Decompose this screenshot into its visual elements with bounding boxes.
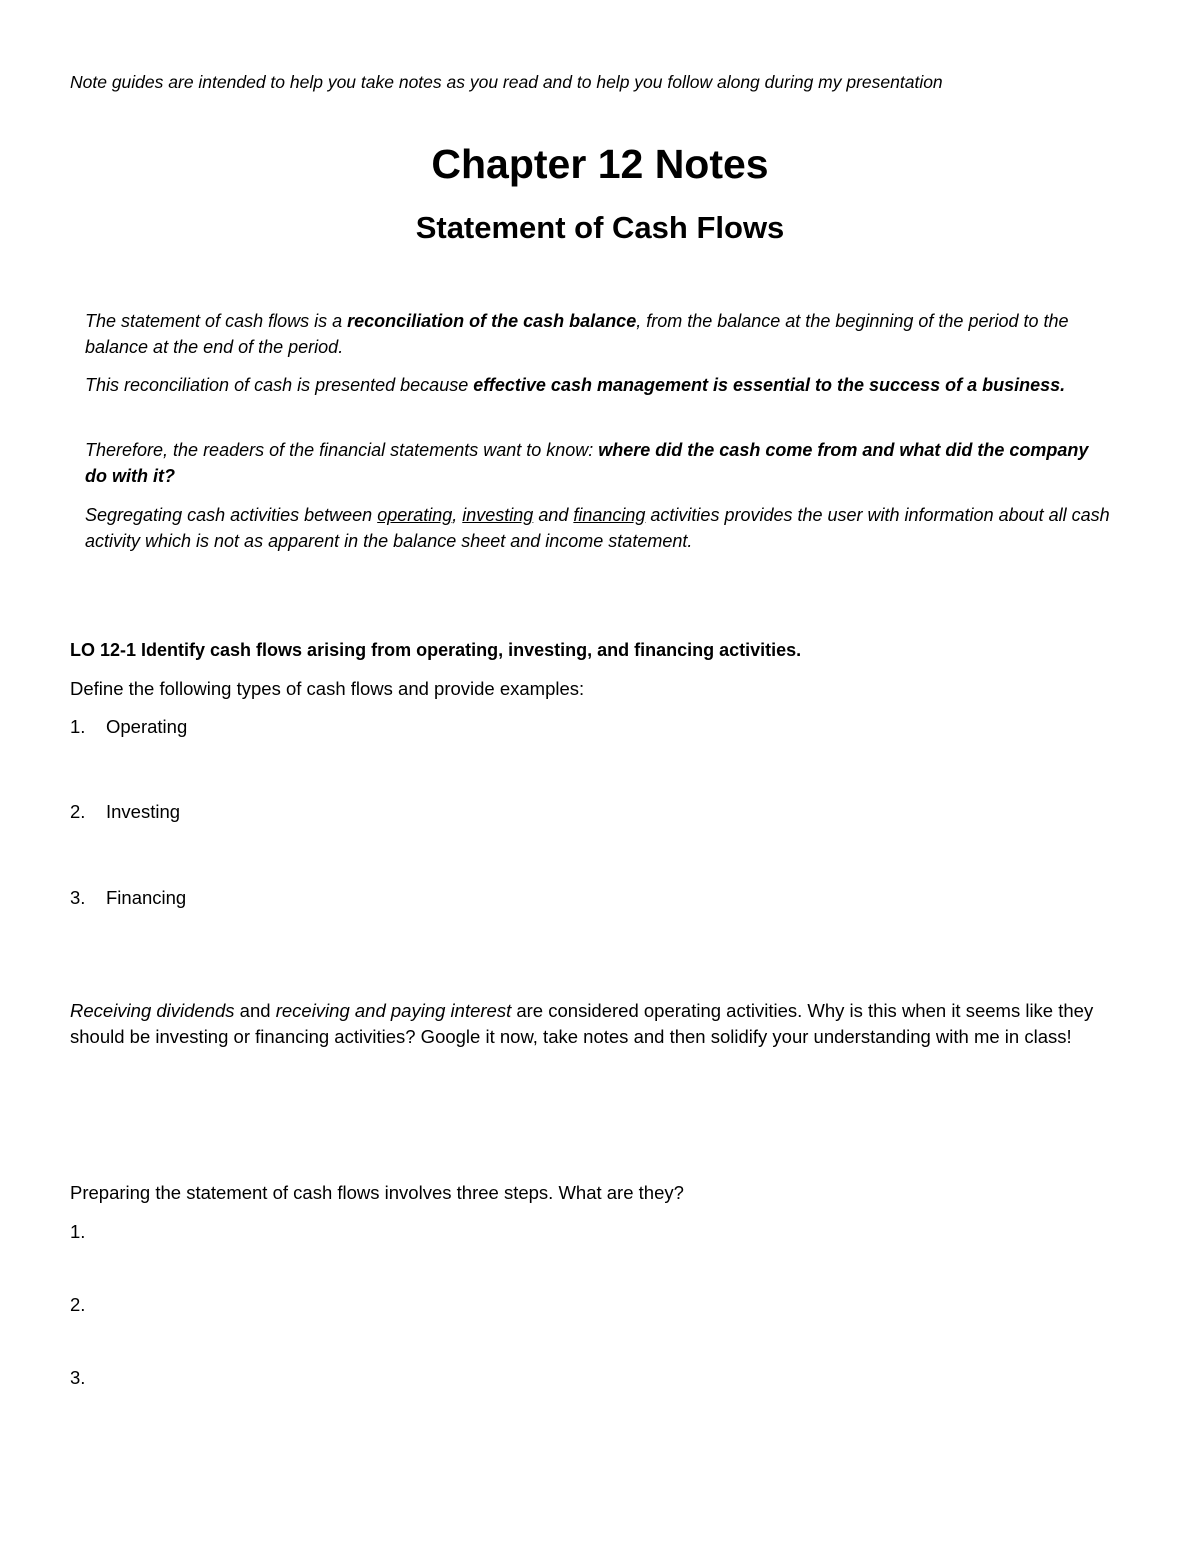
steps-prompt: Preparing the statement of cash flows involves three steps. What are they? <box>70 1182 684 1203</box>
list-label-investing: Investing <box>106 801 181 822</box>
emphasis-dividends: Receiving dividends <box>70 1000 235 1021</box>
intro-text: , <box>452 505 463 525</box>
intro-text: activities provides the user with information about all cash activity which is not as apparent in the balance sheet and income statement. <box>85 505 1110 551</box>
page-subtitle: Statement of Cash Flows <box>415 210 785 245</box>
list-label-operating: Operating <box>106 716 188 737</box>
page-title: Chapter 12 Notes <box>431 141 769 187</box>
list-label-financing: Financing <box>106 887 187 908</box>
intro-emphasis: where did the cash come from and what did the company do with it? <box>85 440 1089 486</box>
emphasis-interest: receiving and paying interest <box>275 1000 512 1021</box>
define-prompt: Define the following types of cash flows and provide examples: <box>70 678 585 699</box>
intro-emphasis: reconciliation of the cash balance <box>347 311 637 331</box>
step-number: 2. <box>70 1294 86 1315</box>
paragraph-text: and <box>234 1000 276 1021</box>
intro-paragraph-4 <box>85 502 1115 554</box>
step-number: 1. <box>70 1221 86 1242</box>
intro-paragraph-2 <box>85 372 1115 398</box>
underlined-investing: investing <box>462 505 534 525</box>
learning-objective-heading: LO 12-1 Identify cash flows arising from operating, investing, and financing activities. <box>70 640 802 660</box>
underlined-operating: operating <box>377 505 453 525</box>
intro-text: Segregating cash activities between <box>85 505 378 525</box>
intro-emphasis: effective cash management is essential to the success of a business. <box>473 375 1066 395</box>
paragraph-text: are considered operating activities. Why is this when it seems like they should be investing or financing activities? Google it now, take notes and then solidify your understanding with me in class! <box>70 1000 1094 1047</box>
intro-paragraph-1 <box>85 308 1115 360</box>
intro-text: and <box>533 505 574 525</box>
underlined-financing: financing <box>573 505 646 525</box>
intro-paragraph-3 <box>85 437 1115 489</box>
intro-text: Therefore, the readers of the financial statements want to know: <box>85 440 599 460</box>
note-guide-header: Note guides are intended to help you take notes as you read and to help you follow along during my presentation <box>70 72 943 92</box>
intro-text: , from the balance at the beginning of the period to the balance at the end of the period. <box>85 311 1069 357</box>
list-number: 1. <box>70 716 86 737</box>
list-number: 2. <box>70 801 86 822</box>
intro-text: The statement of cash flows is a <box>85 311 348 331</box>
dividends-paragraph <box>70 998 1140 1050</box>
list-number: 3. <box>70 887 86 908</box>
step-number: 3. <box>70 1367 86 1388</box>
intro-text: This reconciliation of cash is presented because <box>85 375 474 395</box>
